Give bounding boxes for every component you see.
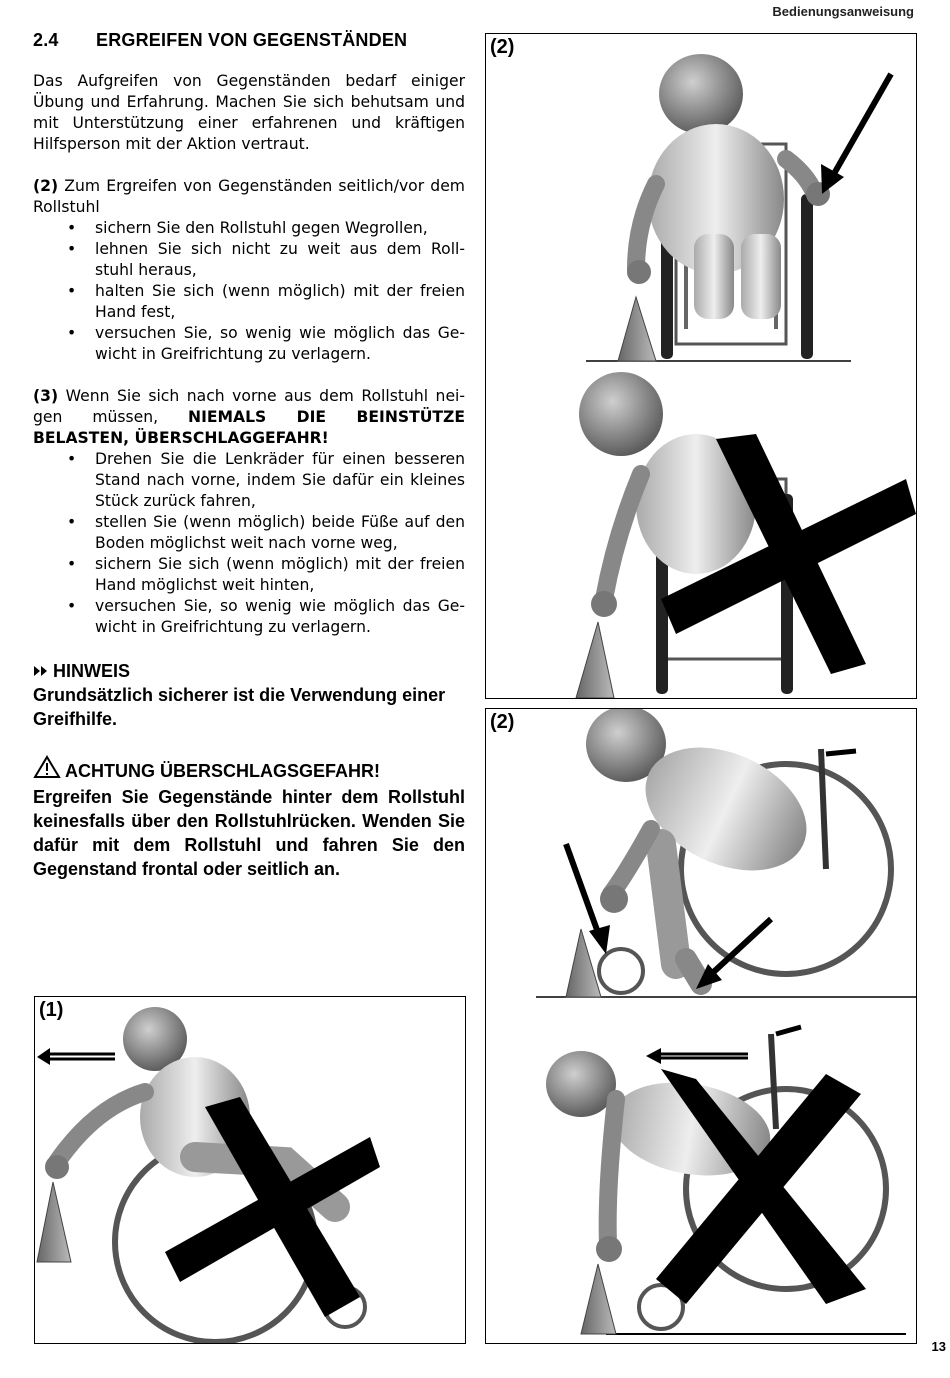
side-ref: (2) — [33, 177, 59, 195]
figure-side-reach — [485, 708, 917, 1344]
list-item: • lehnen Sie sich nicht zu weit aus dem Roll-stuhl heraus, — [95, 239, 465, 281]
list-item: • halten Sie sich (wenn möglich) mit der freien Hand fest, — [95, 281, 465, 323]
text-column — [33, 30, 465, 881]
front-paragraph — [33, 386, 465, 449]
page-number: 13 — [931, 1339, 946, 1354]
figure-rear-reach — [34, 996, 466, 1344]
list-item: • versuchen Sie, so wenig wie möglich das Ge-wicht in Greifrichtung zu verlagern. — [95, 596, 465, 638]
front-warning: NIEMALS DIE BEINSTÜTZE BELASTEN, ÜBERSCHLAGGEFAHR! — [33, 408, 466, 447]
note-heading — [33, 659, 465, 683]
figure-label: (2) — [490, 711, 515, 733]
front-text: Wenn Sie sich nach vorne aus dem Rollstuhl nei-gen müssen, — [33, 387, 465, 426]
note-label: HINWEIS — [53, 661, 131, 681]
intro-paragraph: Das Aufgreifen von Gegenständen bedarf einiger Übung und Erfahrung. Machen Sie sich behutsam und mit Unterstützung einer erfahrenen und kräftigen Hilfsperson mit der Aktion vertraut. — [33, 72, 465, 153]
front-list — [33, 449, 465, 638]
list-item: • sichern Sie sich (wenn möglich) mit der freien Hand möglichst weit hinten, — [95, 554, 465, 596]
front-reach-illustration — [486, 34, 916, 698]
list-item: • stellen Sie (wenn möglich) beide Füße auf den Boden möglichst weit nach vorne weg, — [95, 512, 465, 554]
side-text: Zum Ergreifen von Gegenständen seitlich/vor dem Rollstuhl — [33, 177, 465, 216]
figure-front-reach — [485, 33, 917, 699]
caution-heading — [33, 755, 465, 785]
side-paragraph — [33, 176, 465, 218]
figure-label: (2) — [490, 36, 515, 58]
running-header: Bedienungsanweisung — [772, 4, 914, 19]
note-text: Grundsätzlich sicherer ist die Verwendung einer Greifhilfe. — [33, 685, 446, 729]
list-item: • sichern Sie den Rollstuhl gegen Wegrollen, — [95, 218, 465, 239]
rear-reach-illustration — [35, 997, 465, 1343]
side-list — [33, 218, 465, 365]
front-ref: (3) — [33, 387, 59, 405]
list-item: • Drehen Sie die Lenkräder für einen besseren Stand nach vorne, indem Sie dafür ein kleines Stück zurück fahren, — [95, 449, 465, 512]
double-arrow-icon — [33, 659, 53, 683]
list-item: • versuchen Sie, so wenig wie möglich das Ge-wicht in Greifrichtung zu verlagern. — [95, 323, 465, 365]
section-heading — [33, 30, 465, 51]
section-title: ERGREIFEN VON GEGENSTÄNDEN — [96, 30, 408, 50]
caution-text: Ergreifen Sie Gegenstände hinter dem Rollstuhl keinesfalls über den Rollstuhlrücken. Wenden Sie dafür mit dem Rollstuhl und fahren Sie den Gegenstand frontal oder seitlich an. — [33, 787, 465, 879]
section-number: 2.4 — [33, 30, 59, 50]
side-reach-illustration — [486, 709, 916, 1343]
caution-label: ACHTUNG ÜBERSCHLAGSGEFAHR! — [65, 761, 380, 781]
warning-triangle-icon — [33, 755, 65, 785]
figure-label: (1) — [39, 999, 64, 1021]
